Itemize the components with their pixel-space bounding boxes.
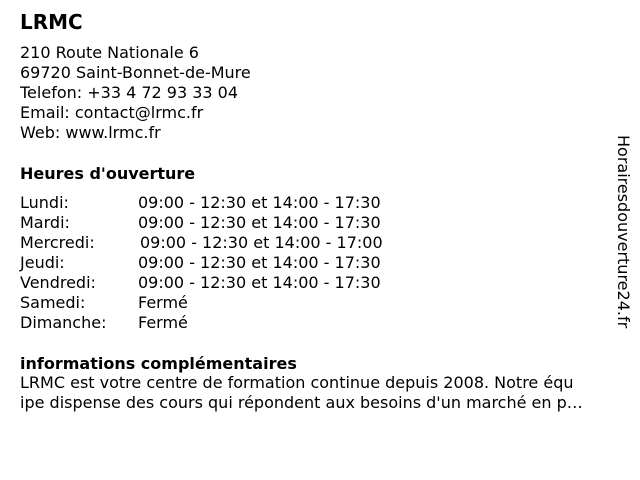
day-hours: 09:00 - 12:30 et 14:00 - 17:30 [138,213,381,232]
email-line: Email: contact@lrmc.fr [20,103,204,122]
day-hours: 09:00 - 12:30 et 14:00 - 17:30 [138,273,381,292]
day-hours: Fermé [138,293,188,312]
day-hours: Fermé [138,313,188,332]
info-line: LRMC est votre centre de formation continue depuis 2008. Notre équ [20,373,574,392]
phone-line: Telefon: +33 4 72 93 33 04 [20,83,239,102]
day-hours: 09:00 - 12:30 et 14:00 - 17:00 [140,233,383,252]
day-label: Mercredi: [20,233,95,252]
day-label: Samedi: [20,293,86,312]
site-watermark: Horairesdouverture24.fr [614,135,633,329]
hours-heading: Heures d'ouverture [20,164,196,183]
address-street: 210 Route Nationale 6 [20,43,199,62]
day-label: Mardi: [20,213,70,232]
day-hours: 09:00 - 12:30 et 14:00 - 17:30 [138,193,381,212]
contact-block [20,43,251,143]
business-name: LRMC [20,10,83,34]
web-line: Web: www.lrmc.fr [20,123,161,142]
info-line: ipe dispense des cours qui répondent aux besoins d'un marché en p… [20,393,583,412]
day-label: Dimanche: [20,313,107,332]
day-label: Jeudi: [20,253,65,272]
info-description [20,373,630,413]
info-heading: informations complémentaires [20,354,297,373]
day-hours: 09:00 - 12:30 et 14:00 - 17:30 [138,253,381,272]
day-label: Lundi: [20,193,69,212]
day-label: Vendredi: [20,273,96,292]
address-city: 69720 Saint-Bonnet-de-Mure [20,63,251,82]
